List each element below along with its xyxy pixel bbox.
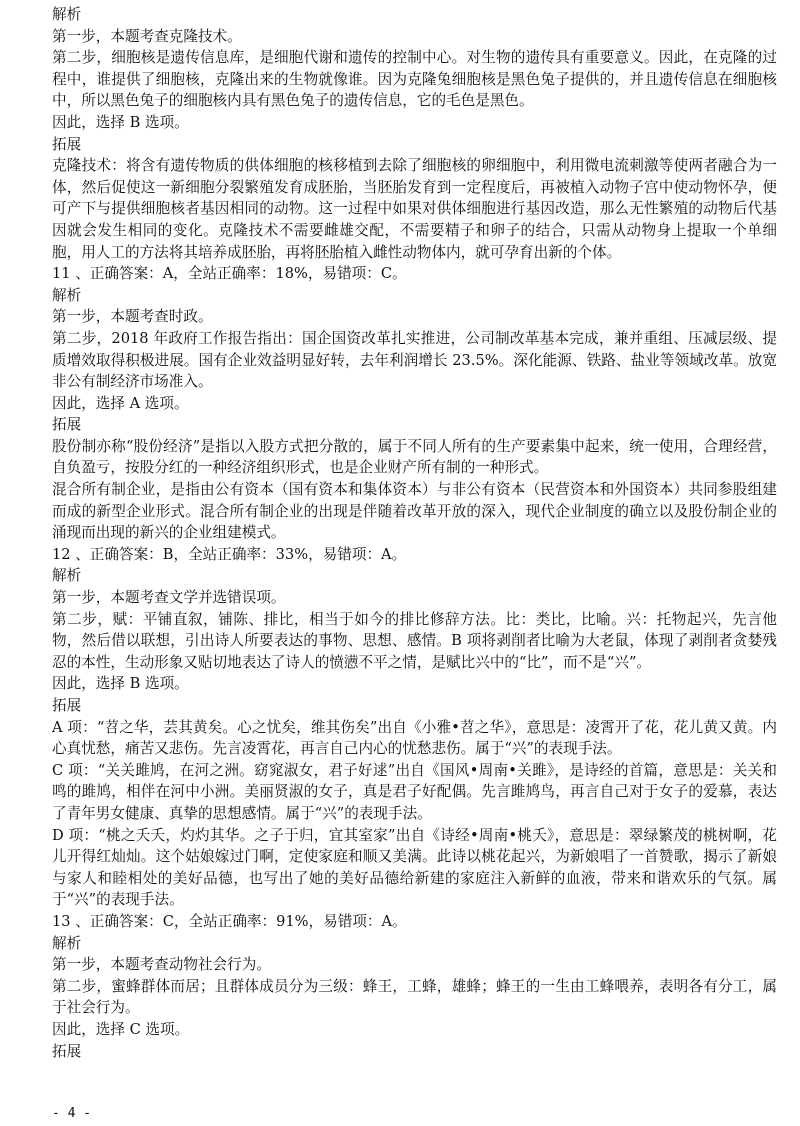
paragraph-line: 拓展: [52, 1042, 82, 1060]
paragraph-line: 第二步，2018 年政府工作报告指出：国企国资改革扎实推进，公司制改革基本完成，兼并重组、压减层级、提质增效取得积极进展。国有企业效益明显好转，去年利润增长 23.5%。深化能源、铁路、盐业等领域改革。放宽非公有制经济市场准入。: [52, 329, 777, 391]
paragraph-line: D 项：“桃之夭夭，灼灼其华。之子于归，宜其室家”出自《诗经•周南•桃夭》，意思是：翠绿繁茂的桃树啊，花儿开得红灿灿。这个姑娘嫁过门啊，定使家庭和顺又美满。此诗以桃花起兴，为新娘唱了一首赞歌，揭示了新娘与家人和睦相处的美好品德，也写出了她的美好品德给新建的家庭注入新鲜的血液，带来和谐欢乐的气氛。属于“兴”的表现手法。: [52, 826, 777, 909]
paragraph-line: 11 、正确答案：A，全站正确率：18%，易错项：C。: [52, 265, 407, 283]
paragraph-line: 因此，选择 B 选项。: [52, 113, 189, 131]
paragraph-line: 第一步，本题考查动物社会行为。: [52, 956, 271, 974]
paragraph-line: 解析: [52, 934, 82, 952]
paragraph-line: A 项：“苕之华，芸其黄矣。心之忧矣，维其伤矣”出自《小雅•苕之华》，意思是：凌霄开了花，花儿黄又黄。内心真忧愁，痛苦又悲伤。先言凌霄花，再言自己内心的忧愁悲伤。属于“兴”的表现手法。: [52, 718, 777, 758]
paragraph-line: 13 、正确答案：C，全站正确率：91%，易错项：A。: [52, 912, 407, 930]
page-number: - 4 -: [52, 1106, 92, 1121]
paragraph-line: 因此，选择 B 选项。: [52, 675, 189, 693]
paragraph-line: 解析: [52, 567, 82, 585]
document-body: [52, 4, 777, 1062]
paragraph-line: 第二步，细胞核是遗传信息库，是细胞代谢和遗传的控制中心。对生物的遗传具有重要意义。因此，在克隆的过程中，谁提供了细胞核，克隆出来的生物就像谁。因为克隆兔细胞核是黑色兔子提供的，并且遗传信息在细胞核中，所以黑色兔子的细胞核内具有黑色兔子的遗传信息，它的毛色是黑色。: [52, 49, 777, 110]
paragraph-line: 第二步，蜜蜂群体而居；且群体成员分为三级：蜂王，工蜂，雄蜂；蜂王的一生由工蜂喂养，表明各有分工，属于社会行为。: [52, 977, 777, 1017]
paragraph-line: 第一步，本题考查文学并选错误项。: [52, 589, 286, 607]
paragraph-line: 股份制亦称“股份经济”是指以入股方式把分散的，属于不同人所有的生产要素集中起来，统一使用，合理经营，自负盈亏，按股分红的一种经济组织形式，也是企业财产所有制的一种形式。: [52, 437, 777, 477]
paragraph-line: 克隆技术：将含有遗传物质的供体细胞的核移植到去除了细胞核的卵细胞中，利用微电流刺激等使两者融合为一体，然后促使这一新细胞分裂繁殖发育成胚胎，当胚胎发育到一定程度后，再被植入动物子宫中使动物怀孕，便可产下与提供细胞核者基因相同的动物。这一过程中如果对供体细胞进行基因改造，那么无性繁殖的动物后代基因就会发生相同的变化。克隆技术不需要雌雄交配，不需要精子和卵子的结合，只需从动物身上提取一个单细胞，用人工的方法将其培养成胚胎，再将胚胎植入雌性动物体内，就可孕育出新的个体。: [52, 157, 777, 261]
paragraph-line: 解析: [52, 6, 82, 23]
paragraph-line: C 项：“关关雎鸠，在河之洲。窈窕淑女，君子好逑”出自《国风•周南•关雎》，是诗经的首篇，意思是：关关和鸣的雎鸠，相伴在河中小洲。美丽贤淑的女子，真是君子好配偶。先言雎鸠鸟，再言自己对于女子的爱慕，表达了青年男女健康、真挚的思想感情。属于“兴”的表现手法。: [52, 761, 777, 822]
paragraph-line: 因此，选择 C 选项。: [52, 1020, 190, 1038]
paragraph-line: 第一步，本题考查克隆技术。: [52, 27, 242, 45]
paragraph-line: 拓展: [52, 416, 82, 434]
paragraph-line: 拓展: [52, 135, 82, 153]
paragraph-line: 第一步，本题考查时政。: [52, 308, 213, 326]
paragraph-line: 解析: [52, 286, 82, 304]
paragraph-line: 拓展: [52, 697, 82, 714]
paragraph-line: 第二步，赋：平铺直叙，铺陈、排比，相当于如今的排比修辞方法。比：类比，比喻。兴：托物起兴，先言他物，然后借以联想，引出诗人所要表达的事物、思想、感情。B 项将剥削者比喻为大老鼠，体现了剥削者贪婪残忍的本性，生动形象又贴切地表达了诗人的愤懑不平之情，是赋比兴中的“比”，而不是“兴”。: [52, 610, 777, 671]
paragraph-line: 因此，选择 A 选项。: [52, 394, 189, 412]
paragraph-line: 12 、正确答案：B，全站正确率：33%，易错项：A。: [52, 545, 407, 563]
paragraph-line: 混合所有制企业，是指由公有资本（国有资本和集体资本）与非公有资本（民营资本和外国资本）共同参股组建而成的新型企业形式。混合所有制企业的出现是伴随着改革开放的深入，现代企业制度的确立以及股份制企业的涌现而出现的新兴的企业组建模式。: [52, 481, 777, 542]
